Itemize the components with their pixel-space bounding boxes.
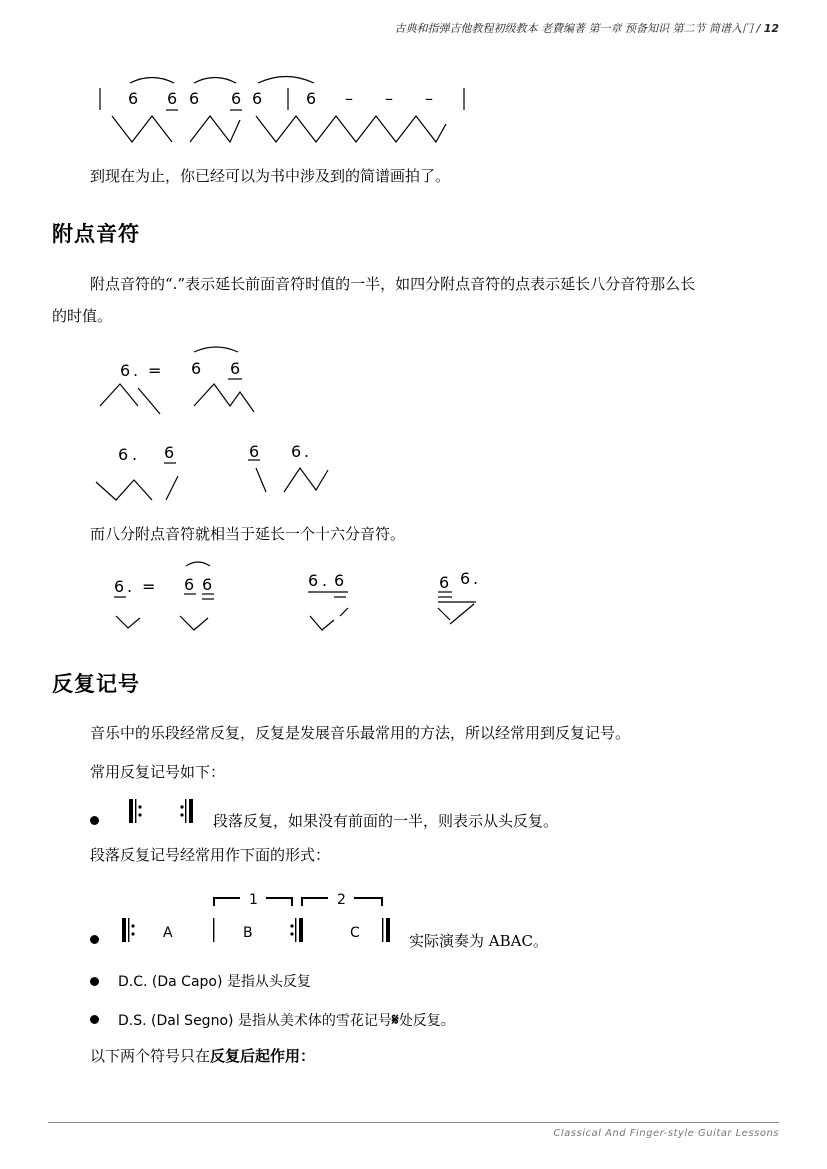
eighth-dotted-paragraph: 而八分附点音符就相当于延长一个十六分音符。	[90, 525, 406, 543]
closing-lead: 以下两个符号只在	[90, 1047, 211, 1065]
dot: .	[133, 361, 139, 380]
tie-arc	[258, 77, 314, 84]
dotted-eighth-pair-2	[430, 558, 500, 638]
dotted-quarter-example	[90, 340, 290, 420]
repeat-dot	[131, 932, 134, 935]
beat-strokes	[180, 616, 208, 630]
note: 6	[252, 89, 263, 108]
section-label: C	[350, 925, 360, 941]
bullet1-text: 段落反复，如果没有前面的一半，则表示从头反复。	[213, 812, 559, 830]
dash: –	[345, 89, 353, 108]
volta-number: 1	[249, 892, 258, 908]
header-title: 古典和指弹吉他教程初级教本 老費编著 第一章 预备知识 第二节 简谱入门	[394, 22, 753, 35]
footer-text: Classical And Finger-style Guitar Lessons	[553, 1128, 779, 1139]
dot: .	[132, 445, 138, 464]
beat-strokes	[438, 608, 450, 620]
dotted-paragraph-line1: 附点音符的“.”表示延长前面音符时值的一半，如四分附点音符的点表示延长八分音符那么长	[90, 275, 696, 293]
bullet-dot	[90, 977, 99, 986]
note: 6	[439, 573, 450, 592]
bullet-dot	[90, 816, 99, 825]
dot: .	[473, 569, 479, 588]
dotted-rhythm-pair-2	[240, 438, 350, 508]
thick-bar	[122, 918, 126, 942]
footer-divider	[48, 1122, 779, 1123]
note: 6	[308, 571, 319, 590]
beat-strokes	[190, 116, 240, 142]
thick-bar	[189, 799, 193, 823]
dotted-eighth-example	[100, 558, 240, 638]
beat-strokes	[138, 388, 160, 414]
rhythm-example-measure	[90, 70, 480, 155]
note: 6	[191, 359, 202, 378]
note: 6	[202, 575, 213, 594]
running-header: 古典和指弹吉他教程初级教本 老費编著 第一章 预备知识 第二节 简谱入门 / 12	[394, 22, 779, 35]
bullet-dot	[90, 1015, 99, 1024]
volta-bracket-1	[266, 898, 292, 906]
volta-bracket-1	[214, 898, 240, 906]
bullet2-text: 实际演奏为 ABAC。	[409, 932, 548, 950]
dotted-eighth-pair-1	[300, 558, 370, 638]
tie-arc	[194, 347, 238, 352]
beat-strokes	[166, 476, 178, 500]
note: 6	[306, 89, 317, 108]
bullet3-text: D.C. (Da Capo) 是指从头反复	[118, 974, 311, 990]
thin-bar	[135, 799, 136, 823]
repeat-paragraph-1: 音乐中的乐段经常反复，反复是发展音乐最常用的方法，所以经常用到反复记号。	[90, 724, 631, 742]
section-title-dotted-notes: 附点音符	[52, 222, 140, 246]
note: 6	[249, 442, 260, 461]
closing-bold: 反复后起作用：	[210, 1047, 316, 1065]
thick-bar	[299, 918, 303, 942]
beat-strokes	[340, 608, 348, 616]
note: 6	[114, 577, 125, 596]
beat-strokes	[310, 616, 334, 630]
thin-bar	[382, 918, 383, 942]
repeat-sign-pair	[125, 797, 205, 829]
note: 6	[291, 442, 302, 461]
thin-bar	[185, 799, 186, 823]
note: 6	[167, 89, 178, 108]
beat-strokes	[96, 480, 152, 500]
thick-bar	[129, 799, 133, 823]
bullet4-text: D.S. (Dal Segno) 是指从美术体的雪花记号	[118, 1013, 392, 1029]
beat-strokes	[194, 384, 254, 412]
note: 6	[118, 445, 129, 464]
repeat-paragraph-2: 常用反复记号如下：	[90, 763, 226, 781]
note: 6	[231, 89, 242, 108]
section-title-repeat-signs: 反复记号	[52, 672, 140, 696]
beat-strokes	[450, 604, 474, 624]
note: 6	[120, 361, 131, 380]
dotted-rhythm-pair-1	[90, 438, 200, 508]
equals-sign: =	[142, 577, 156, 596]
beat-strokes	[116, 616, 140, 628]
note: 6	[189, 89, 200, 108]
dot: .	[127, 577, 133, 596]
segno-icon: 𝄋	[391, 1010, 399, 1029]
repeat-dot	[290, 932, 293, 935]
equals-sign: =	[148, 361, 162, 380]
beat-strokes	[256, 116, 446, 142]
note: 6	[334, 571, 345, 590]
beat-strokes	[284, 468, 328, 492]
section-label: A	[163, 925, 173, 941]
dot: .	[304, 442, 310, 461]
page-number: 12	[763, 22, 779, 35]
thin-bar	[295, 918, 296, 942]
section-label: B	[243, 925, 253, 941]
repeat-dot	[180, 813, 183, 816]
beat-strokes	[100, 384, 138, 406]
tie-arc	[194, 78, 236, 84]
note: 6	[230, 359, 241, 378]
note: 6	[460, 569, 471, 588]
thick-bar	[386, 918, 390, 942]
repeat-dot	[138, 813, 141, 816]
dash: –	[425, 89, 433, 108]
repeat-dot	[131, 924, 134, 927]
repeat-dot	[180, 805, 183, 808]
beat-strokes	[112, 116, 172, 142]
dot: .	[322, 571, 328, 590]
repeat-dot	[138, 805, 141, 808]
note: 6	[184, 575, 195, 594]
dotted-paragraph-line2: 的时值。	[52, 307, 113, 325]
dash: –	[385, 89, 393, 108]
bullet-dot	[90, 935, 99, 944]
volta-number: 2	[337, 892, 346, 908]
tie-arc	[130, 78, 174, 84]
beat-strokes	[256, 468, 266, 492]
barline	[213, 918, 214, 942]
tie-arc	[186, 562, 210, 566]
intro-paragraph: 到现在为止，你已经可以为书中涉及到的简谱画拍了。	[90, 167, 451, 185]
bullet4-tail: 处反复。	[398, 1013, 455, 1029]
volta-repeat-form	[118, 884, 403, 948]
thin-bar	[128, 918, 129, 942]
repeat-dot	[290, 924, 293, 927]
note: 6	[128, 89, 139, 108]
volta-bracket-2	[354, 898, 382, 906]
form-intro-paragraph: 段落反复记号经常用作下面的形式：	[90, 846, 331, 864]
volta-bracket-2	[302, 898, 328, 906]
note: 6	[164, 443, 175, 462]
closing-line	[90, 1045, 315, 1067]
